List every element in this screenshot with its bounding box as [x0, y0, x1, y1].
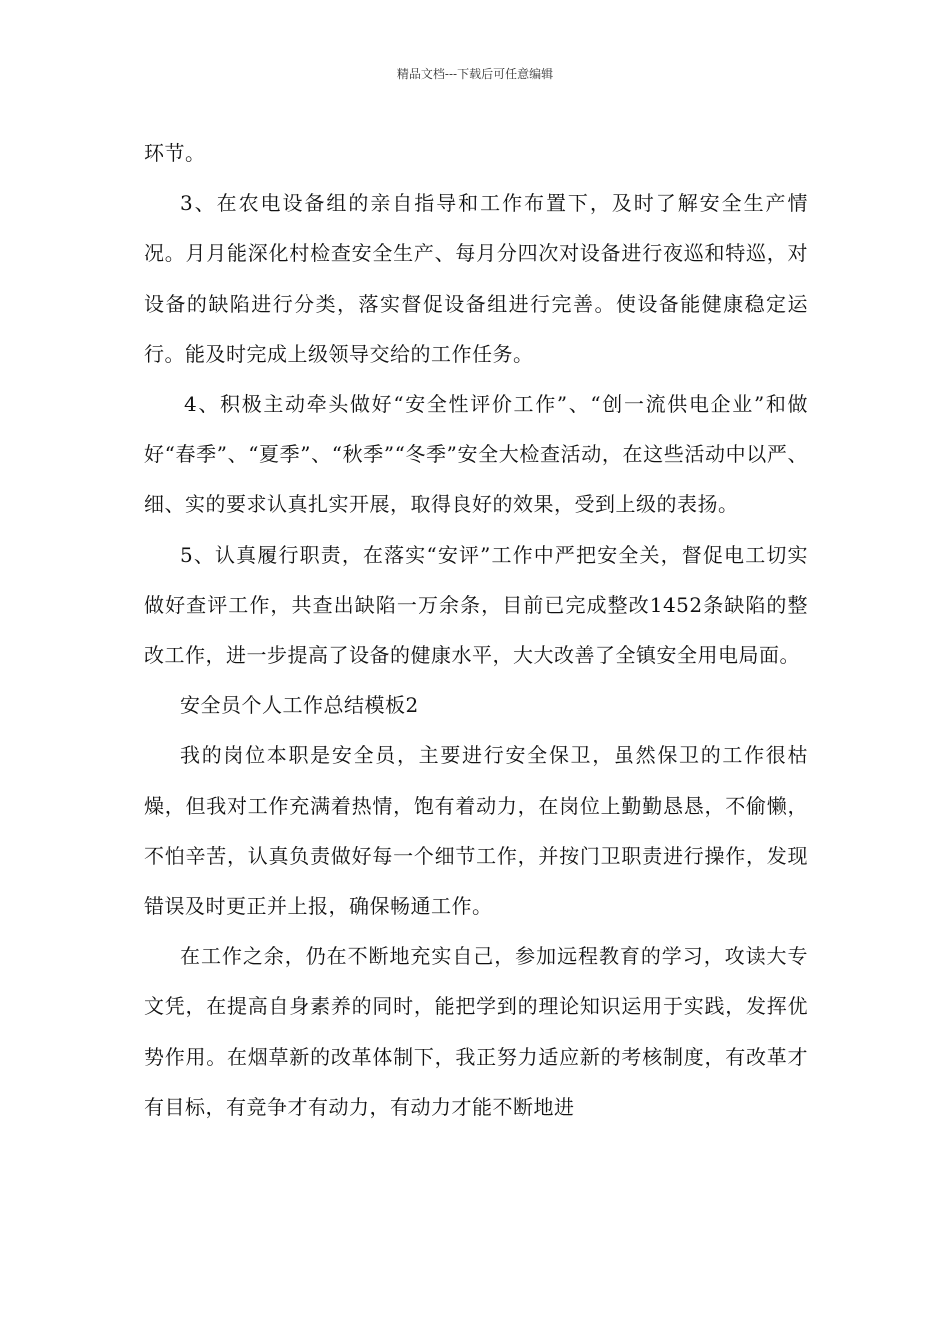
paragraph-continuation: 环节。: [144, 141, 206, 165]
document-body: [144, 128, 808, 1132]
section-heading: 安全员个人工作总结模板2: [180, 693, 419, 718]
paragraph-item-3: 3、在农电设备组的亲自指导和工作布置下，及时了解安全生产情况。月月能深化村检查安全生产、每月分四次对设备进行夜巡和特巡，对设备的缺陷进行分类，落实督促设备组进行完善。使设备能健康稳定运行。能及时完成上级领导交给的工作任务。: [144, 191, 808, 366]
paragraph-item-5: 5、认真履行职责，在落实“安评”工作中严把安全关，督促电工切实做好查评工作，共查出缺陷一万余条，目前已完成整改1452条缺陷的整改工作，进一步提高了设备的健康水平，大大改善了全镇安全用电局面。: [144, 542, 808, 668]
paragraph-study: 在工作之余，仍在不断地充实自己，参加远程教育的学习，攻读大专文凭，在提高自身素养的同时，能把学到的理论知识运用于实践，发挥优势作用。在烟草新的改革体制下，我正努力适应新的考核制度，有改革才有目标，有竞争才有动力，有动力才能不断地进: [144, 944, 808, 1119]
paragraph-item-4: 4、积极主动牵头做好“安全性评价工作”、“创一流供电企业”和做好“春季”、“夏季”、“秋季”“冬季”安全大检查活动，在这些活动中以严、细、实的要求认真扎实开展，取得良好的效果，受到上级的表扬。: [144, 392, 808, 517]
page-header: 精品文档---下载后可任意编辑: [396, 67, 554, 81]
paragraph-intro: 我的岗位本职是安全员，主要进行安全保卫，虽然保卫的工作很枯燥，但我对工作充满着热情，饱有着动力，在岗位上勤勤恳恳，不偷懒，不怕辛苦，认真负责做好每一个细节工作，并按门卫职责进行操作，发现错误及时更正并上报，确保畅通工作。: [144, 743, 808, 919]
